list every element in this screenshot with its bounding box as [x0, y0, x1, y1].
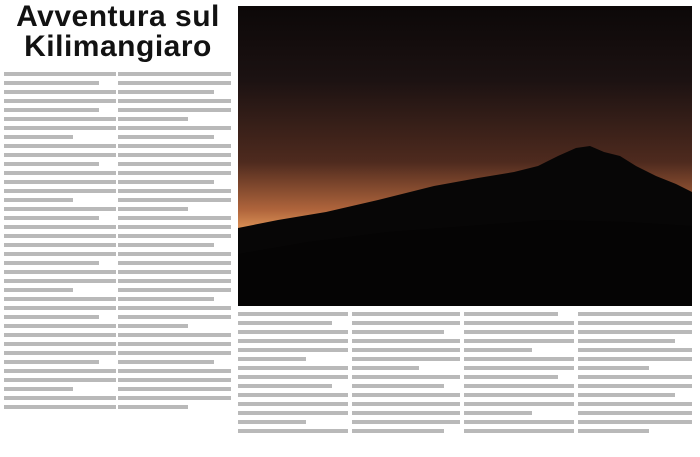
article-title: Avventura sul Kilimangiaro [16, 0, 220, 63]
article-column-2 [118, 72, 231, 414]
kilimanjaro-photo [238, 6, 692, 306]
article-column-1 [4, 72, 116, 414]
mountain-silhouette-icon [238, 6, 692, 306]
article-column-4 [352, 312, 460, 438]
article-column-5 [464, 312, 574, 438]
article-column-3 [238, 312, 348, 438]
article-column-6 [578, 312, 692, 438]
